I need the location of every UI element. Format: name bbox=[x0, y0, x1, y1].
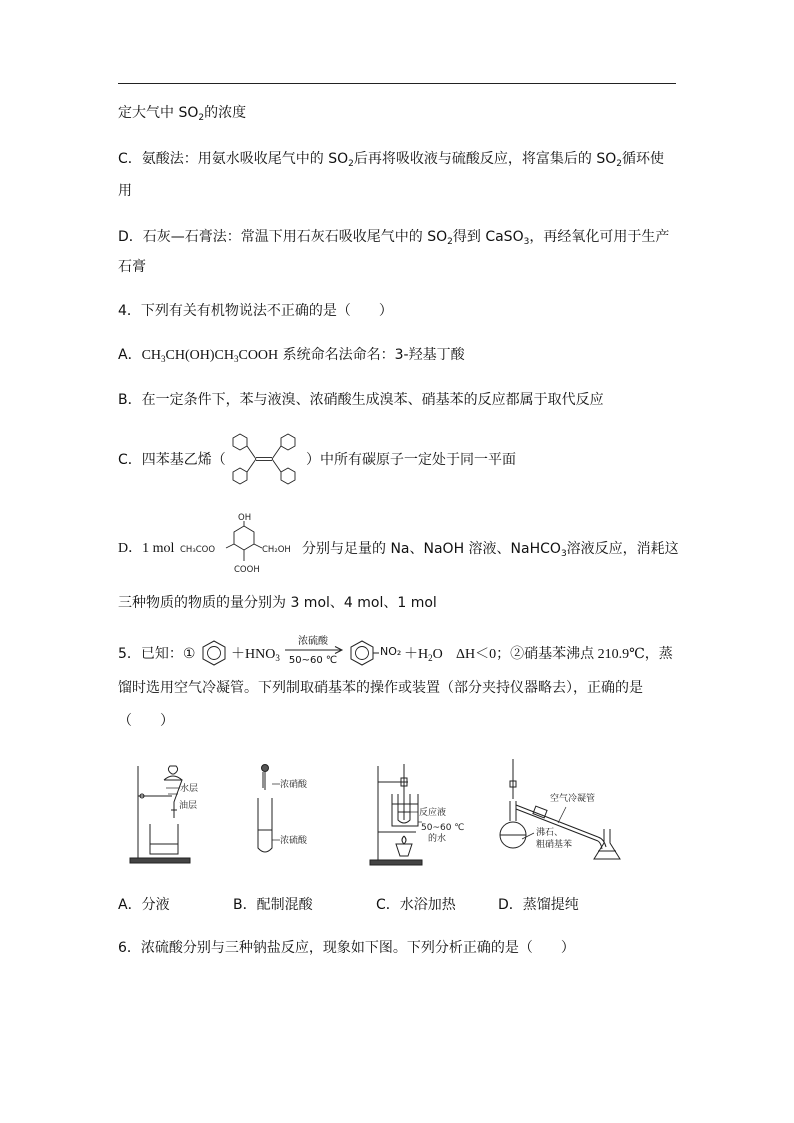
apparatus-distillation bbox=[494, 755, 634, 863]
arrow-condition-bottom: 50~60 ℃ bbox=[288, 655, 338, 666]
benzene-ring-product bbox=[346, 638, 380, 668]
header-rule bbox=[118, 83, 676, 84]
compound-structure bbox=[180, 510, 300, 578]
acetate-label: CH₃COO bbox=[180, 545, 216, 555]
apparatus-water-bath bbox=[368, 760, 464, 866]
q4-option-d-prefix: D．1 mol bbox=[118, 541, 175, 556]
q4-option-a: A．$CH_3CH(OH)CH_3COOH$ 系统命名法命名：3-羟基丁酸 bbox=[118, 347, 465, 364]
q5-stem-line3: （ ） bbox=[118, 713, 174, 729]
conc-sulfuric-acid-label: 浓硫酸 bbox=[280, 836, 308, 846]
water-product: $+H_2O$ bbox=[404, 647, 443, 663]
boiling-stones-label: 沸石、 bbox=[536, 828, 564, 838]
tetraphenylethylene-structure bbox=[224, 430, 304, 488]
q3-option-d: D．石灰—石膏法：常温下用石灰石吸收尾气中的 $SO_2$得到 CaSO$_3$，再经氧化可用于生产 bbox=[118, 229, 670, 247]
q6-stem: 6．浓硫酸分别与三种钠盐反应，现象如下图。下列分析正确的是（ ） bbox=[118, 940, 575, 956]
oil-layer-label: 油层 bbox=[179, 801, 198, 811]
hno3-reagent: $+HNO_3$ bbox=[231, 647, 280, 663]
q3-option-c-continuation: 用 bbox=[118, 183, 132, 199]
apparatus-mixing-acid bbox=[252, 762, 324, 858]
q5-option-a: A．分液 bbox=[118, 897, 170, 913]
apparatus-separation-funnel bbox=[128, 762, 200, 866]
water-label: 的水 bbox=[428, 834, 447, 844]
hydroxymethyl-label: CH₂OH bbox=[262, 545, 291, 555]
q4-option-d-continuation: 三种物质的物质的量分别为 3 mol、4 mol、1 mol bbox=[118, 595, 437, 611]
q3-option-d-continuation: 石膏 bbox=[118, 259, 146, 275]
q4-option-c-prefix: C．四苯基乙烯（ bbox=[118, 452, 226, 468]
q4-option-d-text: 分别与足量的 Na、NaOH 溶液、NaHCO$_3$溶液反应，消耗这 bbox=[302, 541, 679, 559]
benzene-ring-reactant bbox=[198, 638, 230, 668]
reaction-liquid-label: 反应液 bbox=[419, 808, 447, 818]
q3-option-b-continuation: 定大气中 $SO_2$的浓度 bbox=[118, 105, 247, 123]
air-condenser-label: 空气冷凝管 bbox=[550, 794, 596, 804]
carboxyl-label: COOH bbox=[234, 565, 260, 575]
crude-nitrobenzene-label: 粗硝基苯 bbox=[536, 840, 573, 850]
q4-option-c-text: ）中所有碳原子一定处于同一平面 bbox=[306, 452, 516, 468]
reaction-arrow bbox=[283, 645, 345, 655]
q5-stem-line2: 馏时选用空气冷凝管。下列制取硝基苯的操作或装置（部分夹持仪器略去），正确的是 bbox=[118, 680, 643, 696]
q5-enthalpy-and-bp: ΔH＜0；②硝基苯沸点 210.9℃，蒸 bbox=[456, 647, 673, 662]
q5-prefix: 5．已知：① bbox=[118, 646, 196, 662]
q4-option-b: B．在一定条件下，苯与液溴、浓硝酸生成溴苯、硝基苯的反应都属于取代反应 bbox=[118, 392, 604, 408]
water-layer-label: 水层 bbox=[180, 784, 199, 794]
water-temp-label: 50~60 ℃ bbox=[421, 823, 464, 833]
nitro-group: NO₂ bbox=[380, 645, 402, 658]
q4-stem: 4．下列有关有机物说法不正确的是（ ） bbox=[118, 303, 393, 319]
q5-option-c: C．水浴加热 bbox=[376, 897, 456, 913]
arrow-condition-top: 浓硫酸 bbox=[298, 636, 328, 647]
oh-label: OH bbox=[238, 513, 252, 523]
q3-option-c: C．氨酸法：用氨水吸收尾气中的 $SO_2$后再将吸收液与硫酸反应，将富集后的 $SO_2$循环使 bbox=[118, 151, 664, 169]
q5-option-b: B．配制混酸 bbox=[233, 897, 313, 913]
q5-option-d: D．蒸馏提纯 bbox=[498, 897, 579, 913]
conc-nitric-acid-label: 浓硝酸 bbox=[280, 780, 308, 790]
